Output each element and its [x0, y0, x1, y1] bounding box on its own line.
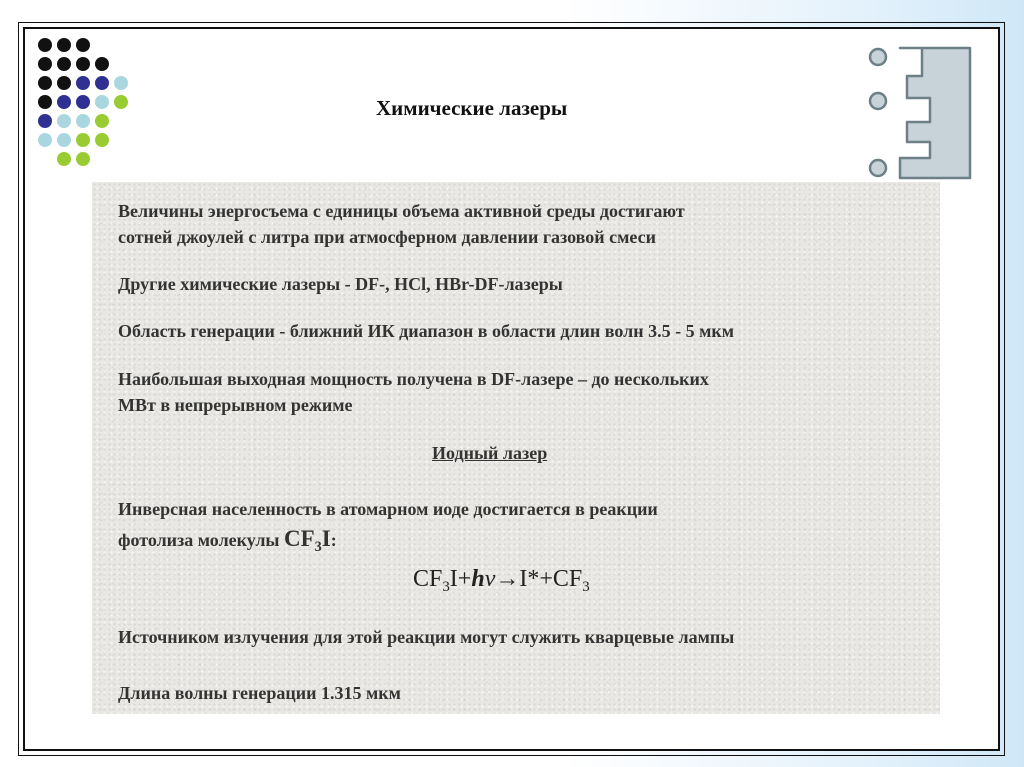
subheading-iodine-laser: Иодный лазер: [432, 443, 548, 463]
decorative-dot: [76, 76, 90, 90]
decorative-dot: [57, 57, 71, 71]
paragraph-wavelength: Длина волны генерации 1.315 мкм: [118, 683, 401, 703]
decorative-dot: [114, 95, 128, 109]
decorative-dot: [57, 95, 71, 109]
paragraph-iodine-line2: фотолиза молекулы $CF_3I$:: [118, 526, 337, 555]
iodine-line2-text: фотолиза молекулы: [118, 530, 284, 550]
decorative-dot: [114, 76, 128, 90]
paragraph-iodine-line1: Инверсная населенность в атомарном иоде достигается в реакции: [118, 499, 658, 519]
decorative-dot: [57, 38, 71, 52]
paragraph-energy-line2: сотней джоулей с литра при атмосферном давлении газовой смеси: [118, 227, 656, 247]
decorative-dot: [76, 38, 90, 52]
decorative-dot: [57, 133, 71, 147]
decorative-dot: [95, 95, 109, 109]
decorative-dot: [57, 76, 71, 90]
decorative-dot: [38, 38, 52, 52]
decorative-dot: [38, 133, 52, 147]
paragraph-power-line1: Наибольшая выходная мощность получена в DF-лазере – до нескольких: [118, 369, 709, 389]
decorative-dot: [95, 76, 109, 90]
decorative-dot: [38, 57, 52, 71]
decorative-dot: [95, 57, 109, 71]
decorative-dot: [95, 114, 109, 128]
paragraph-energy-line1: Величины энергосъема с единицы объема активной среды достигают: [118, 201, 685, 221]
decorative-dot: [57, 152, 71, 166]
decorative-dot: [38, 95, 52, 109]
slide-title: Химические лазеры: [376, 96, 568, 120]
paragraph-lamp-source: Источником излучения для этой реакции могут служить кварцевые лампы: [118, 627, 735, 647]
decorative-dot: [76, 114, 90, 128]
paragraph-generation-range: Область генерации - ближний ИК диапазон в области длин волн 3.5 - 5 мкм: [118, 321, 734, 341]
paragraph-other-lasers: Другие химические лазеры - DF-, HCl, HBr-DF-лазеры: [118, 274, 563, 294]
reaction-formula: $CF_3I+h\nu\to I*+CF_3$: [413, 566, 590, 596]
decorative-dot-grid: [32, 32, 142, 182]
decorative-dot: [76, 57, 90, 71]
decorative-dot: [38, 76, 52, 90]
paragraph-power-line2: МВт в непрерывном режиме: [118, 395, 353, 415]
decorative-dot: [76, 95, 90, 109]
decorative-dot: [76, 133, 90, 147]
decorative-dot: [76, 152, 90, 166]
bracket-decoration-icon: [862, 40, 982, 185]
decorative-dot: [57, 114, 71, 128]
decorative-dot: [95, 133, 109, 147]
decorative-dot: [38, 114, 52, 128]
molecule-name: $CF_3I$: [283, 526, 331, 555]
